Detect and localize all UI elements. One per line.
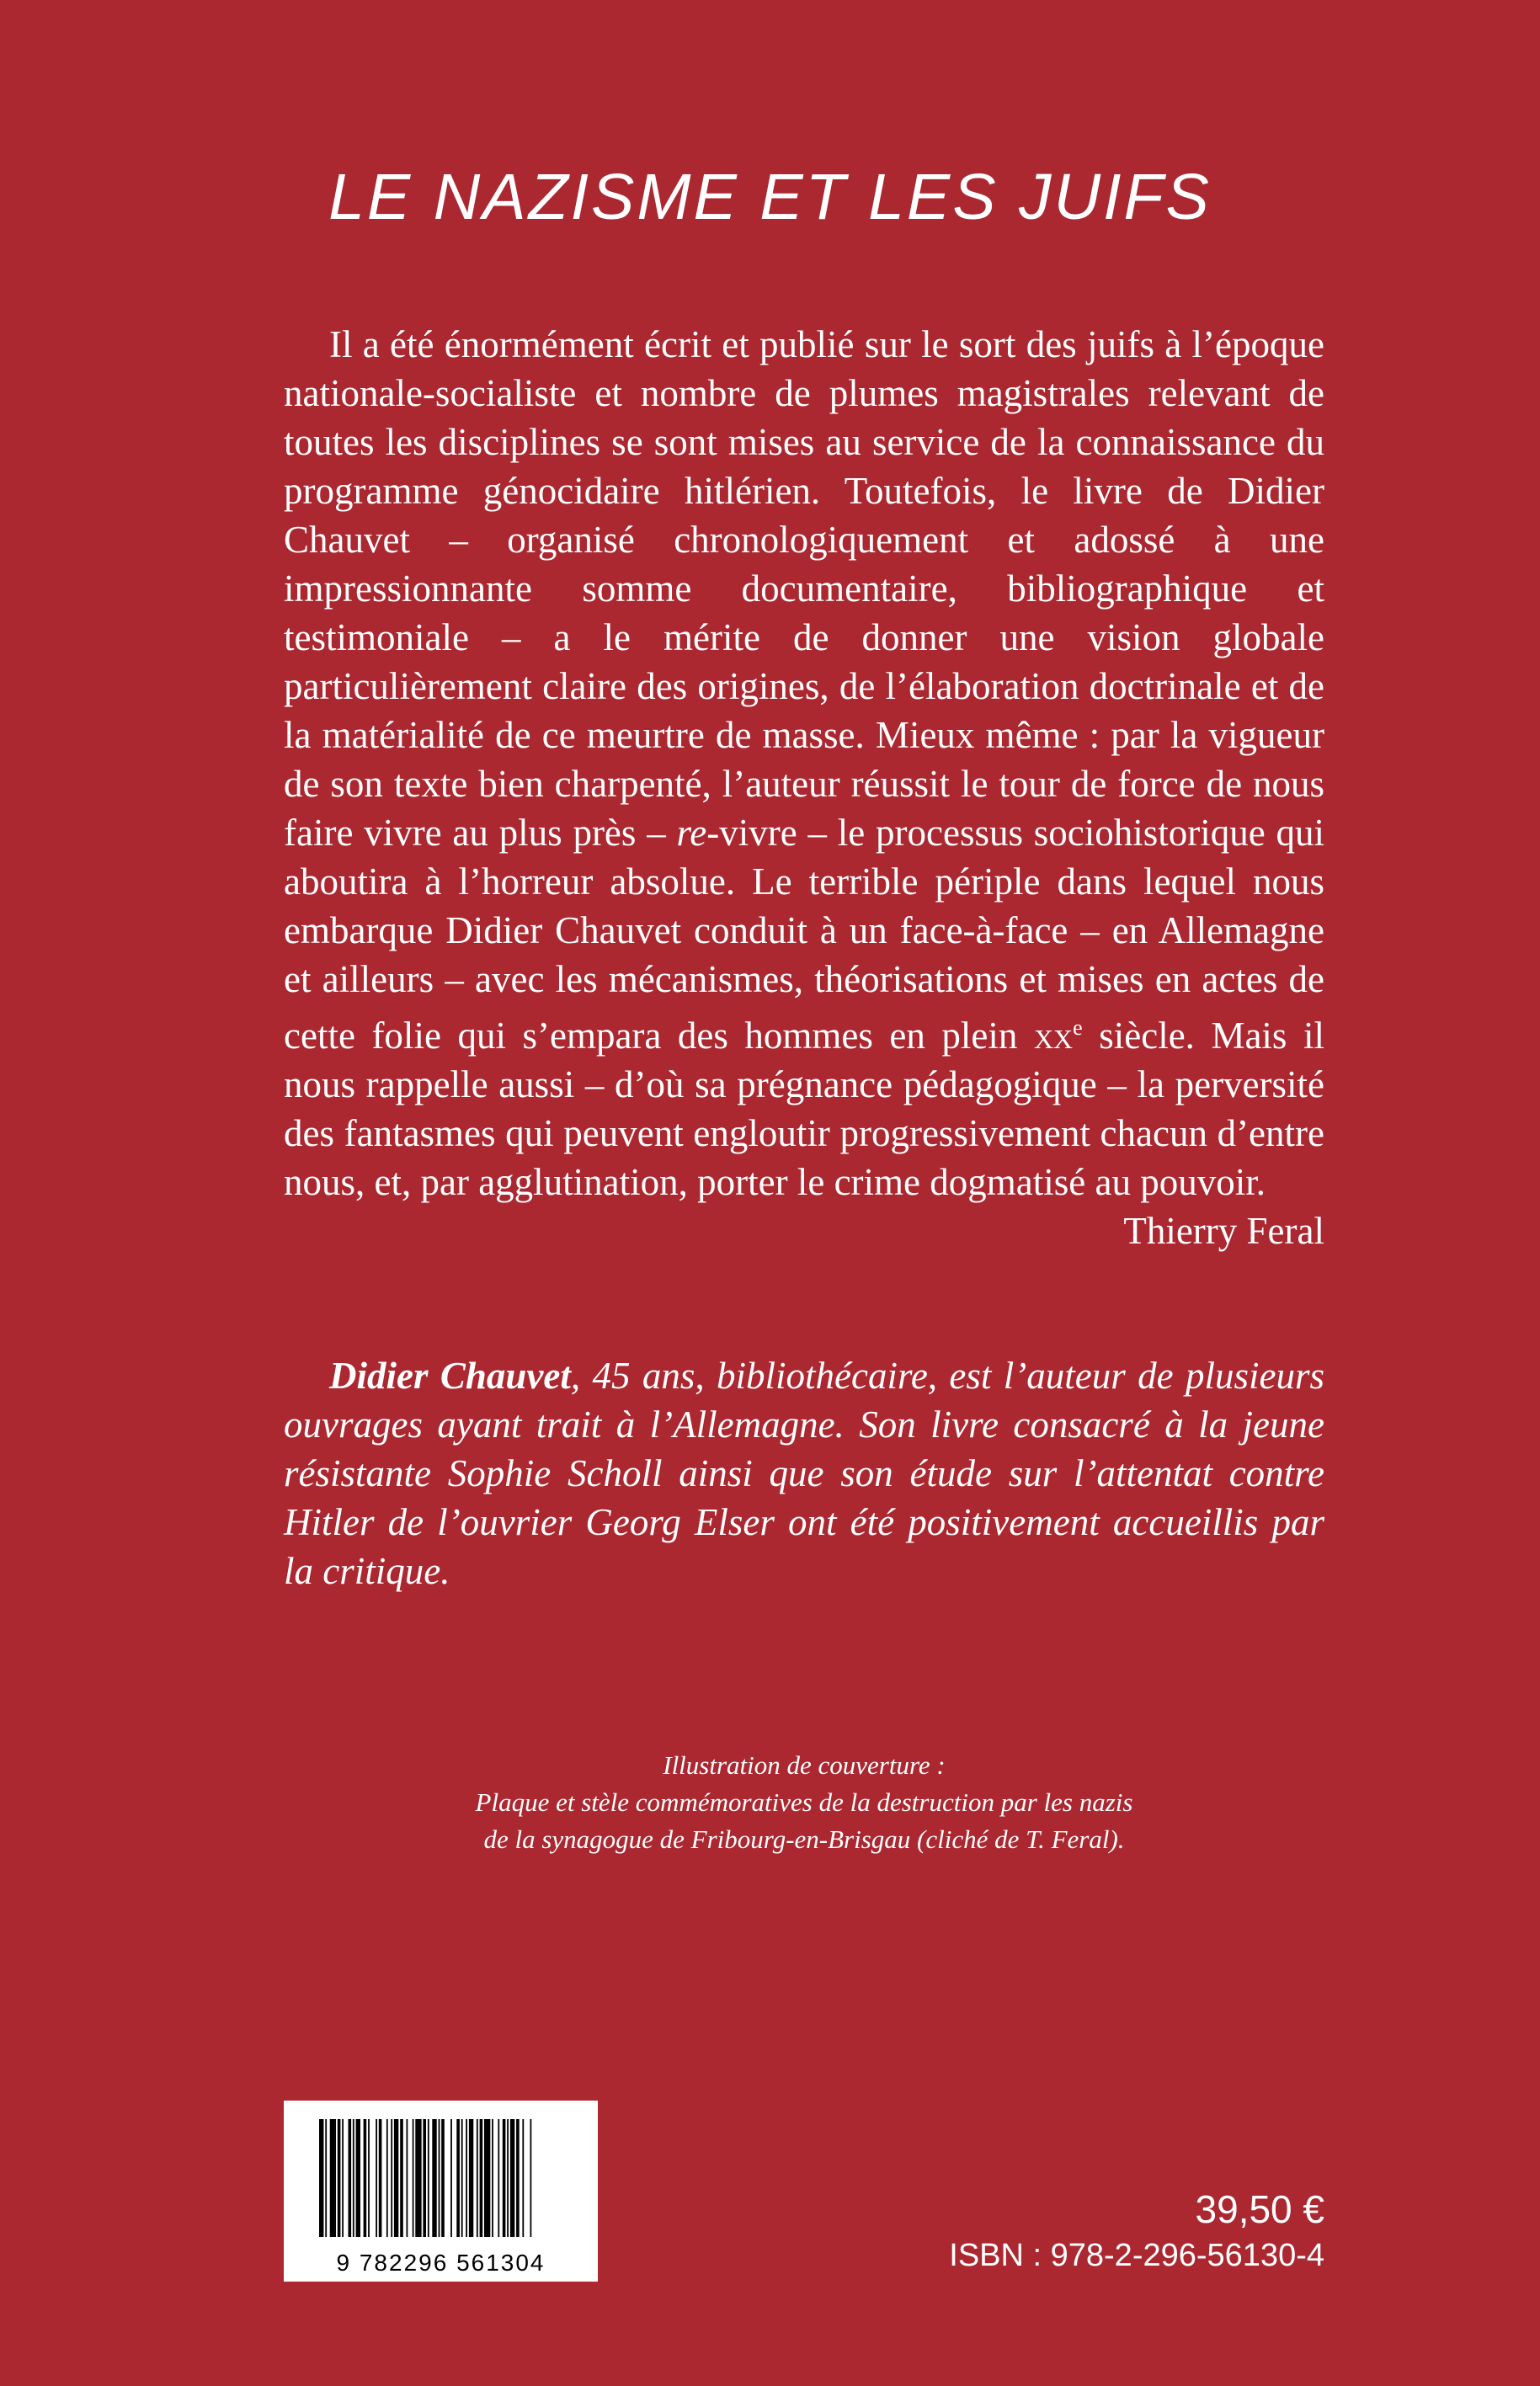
cover-illustration-credit (284, 1747, 1324, 1858)
barcode-bar (325, 2119, 327, 2237)
barcode-bar (376, 2119, 377, 2237)
credit-line-1: Illustration de couverture : (663, 1750, 946, 1780)
barcode-bar (439, 2119, 440, 2237)
price: 39,50 € (1195, 2187, 1324, 2231)
barcode-bar (330, 2119, 336, 2237)
credit-line-2: Plaque et stèle commémoratives de la destruction par les nazis (475, 1787, 1133, 1817)
barcode-bar (480, 2119, 483, 2237)
barcode-bar (469, 2119, 473, 2237)
barcode-bar (379, 2119, 382, 2237)
barcode-bar (432, 2119, 436, 2237)
barcode-bar (415, 2119, 421, 2237)
barcode-bar (510, 2119, 514, 2237)
barcode-bar (319, 2119, 323, 2237)
barcode-bar (428, 2119, 429, 2237)
author-bio (284, 1351, 1324, 1595)
book-title: LE NAZISME ET LES JUIFS (328, 161, 1212, 233)
barcode-bar (441, 2119, 445, 2237)
barcode-bar (407, 2119, 408, 2237)
barcode-bar (507, 2119, 509, 2237)
barcode-bar (530, 2119, 532, 2237)
barcode-bar (391, 2119, 392, 2237)
barcode-bar (522, 2119, 524, 2237)
barcode-bar (353, 2119, 354, 2237)
blurb-signature: Thierry Feral (1123, 1210, 1324, 1252)
barcode-bar (423, 2119, 426, 2237)
blurb-text-part-1: Il a été énormément écrit et publié sur le sort des juifs à l’époque nationale-socialiste et nombre de plumes magistrales relevant de toutes les disciplines se sont mises au service de la connaissance du programme génocidaire hitlérien. Toutefois, le livre de Didier Chauvet – organisé chronologiquement et adossé à une impressionnante somme documentaire, bibliographique et testimoniale – a le mérite de donner une vision globale particulièrement claire des origines, de l’élaboration doctrinale et de la matérialité de ce meurtre de masse. Mieux même : par la vigueur de son texte bien charpenté, l’auteur réussit le tour de force de nous faire vivre au plus près – (284, 323, 1324, 854)
barcode-bar (466, 2119, 467, 2237)
barcode-bar (456, 2119, 460, 2237)
credit-line-3: de la synagogue de Fribourg-en-Brisgau (cliché de T. Feral). (483, 1824, 1125, 1854)
barcode-bar (498, 2119, 499, 2237)
barcode-bar (364, 2119, 367, 2237)
barcode-bar (484, 2119, 490, 2237)
author-bio-text: , 45 ans, bibliothécaire, est l’auteur de plusieurs ouvrages ayant trait à l’Allemagne. Son livre consacré à la jeune résistante Sophie Scholl ainsi que son étude sur l’attentat contre Hitler de l’ouvrier Georg Elser ont été positivement accueillis par la critique. (284, 1355, 1324, 1592)
century-numeral: xx (1033, 1015, 1074, 1057)
barcode-bar (413, 2119, 414, 2237)
barcode-bar (516, 2119, 520, 2237)
blurb-text-part-2: -vivre – le processus sociohistorique qui aboutira à l’horreur absolue. Le terrible périple dans lequel nous embarque Didier Chauvet conduit à un face-à-face – en Allemagne et ailleurs – avec les mécanismes, théorisations et mises en actes de cette folie qui s’empara des hommes en plein (284, 812, 1325, 1057)
blurb-emphasis: re (676, 812, 707, 854)
barcode-bar (368, 2119, 370, 2237)
blurb-text-part-3: siècle. Mais il nous rappelle aussi – d’où sa prégnance pédagogique – la perversité des fantasmes qui peuvent engloutir progressivement chacun d’entre nous, et, par agglutination, porter le crime dogmatisé au pouvoir. (284, 1015, 1324, 1203)
barcode-digits: 9 782296 561304 (336, 2250, 546, 2276)
blurb-paragraph (284, 320, 1324, 1206)
author-name: Didier Chauvet (329, 1355, 571, 1397)
barcode-bar (342, 2119, 344, 2237)
barcode-bar (477, 2119, 478, 2237)
century-superscript: e (1073, 1015, 1083, 1040)
barcode-bar (492, 2119, 493, 2237)
back-cover-blurb (284, 320, 1324, 1255)
barcode-bar (338, 2119, 341, 2237)
barcode-bar (503, 2119, 506, 2237)
barcode-bar (349, 2119, 352, 2237)
barcode-bar (450, 2119, 452, 2237)
barcode-bar (356, 2119, 360, 2237)
isbn: ISBN : 978-2-296-56130-4 (949, 2238, 1324, 2273)
barcode-bar (386, 2119, 388, 2237)
barcode-bar (394, 2119, 398, 2237)
barcode-bar (400, 2119, 403, 2237)
barcode-bar (461, 2119, 463, 2237)
barcode (284, 2101, 598, 2282)
